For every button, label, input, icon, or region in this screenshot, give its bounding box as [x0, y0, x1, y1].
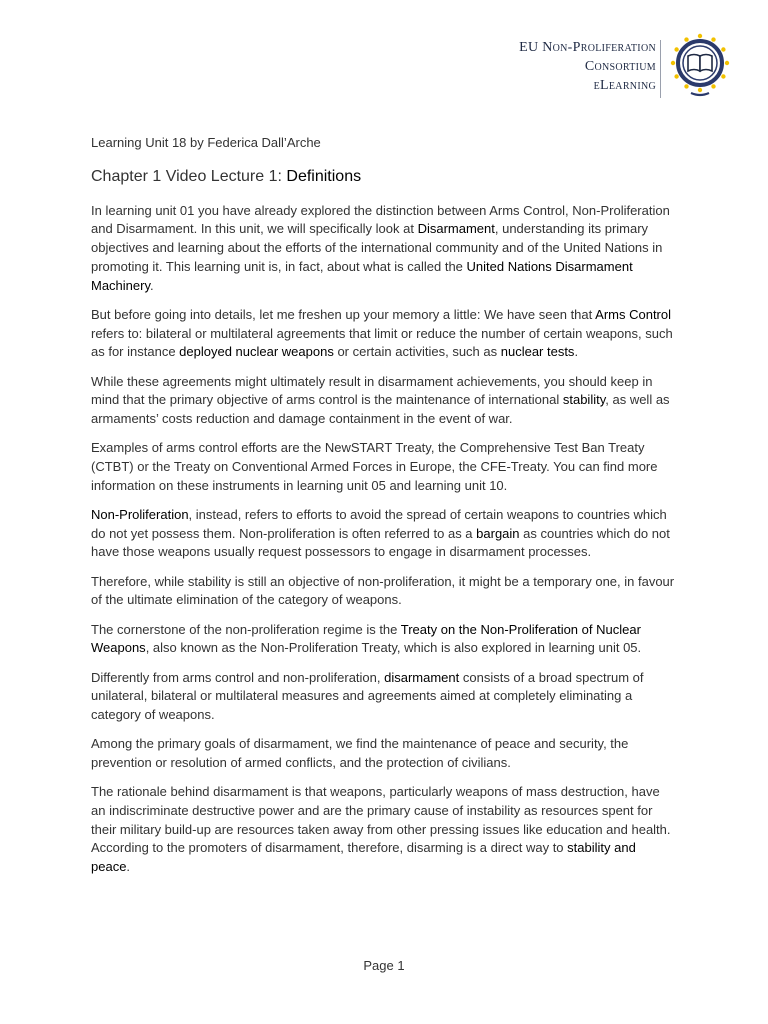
- key-term: stability and peace: [91, 840, 636, 875]
- text-run: In learning unit 01 you have already explored the distinction between Arms Control, Non-Proliferation and Disarmament. In this unit, we will specifically look at: [91, 202, 670, 237]
- paragraph-6: Therefore, while stability is still an objective of non-proliferation, it might be a temporary one, in favour of the ultimate elimination of the category of weapons.: [91, 573, 675, 608]
- paragraph-9: Among the primary goals of disarmament, we find the maintenance of peace and security, the prevention or resolution of armed conflicts, and the protection of civilians.: [91, 736, 629, 771]
- open-book-icon: [688, 55, 712, 72]
- key-term: stability: [562, 392, 606, 408]
- text-run: , as well as armaments’ costs reduction and damage containment in the event of war.: [91, 392, 670, 426]
- text-run: .: [126, 859, 131, 875]
- text-run: or certain activities, such as: [333, 344, 501, 360]
- paragraph-5: [91, 506, 677, 562]
- paragraph-1: [91, 202, 677, 296]
- header-divider: [660, 40, 661, 98]
- org-name-line-1: EU Non-Proliferation: [519, 40, 656, 55]
- key-term: deployed nuclear weapons: [179, 344, 334, 360]
- text-run: But before going into details, let me freshen up your memory a little: We have seen that: [91, 306, 596, 322]
- document-body: [91, 134, 677, 887]
- text-run: Differently from arms control and non-proliferation,: [91, 669, 385, 685]
- text-run: The cornerstone of the non-proliferation regime is the: [91, 621, 401, 637]
- page-number: Page 1: [363, 958, 405, 973]
- key-term: Non-Proliferation: [91, 506, 189, 522]
- key-term: Arms Control: [595, 306, 672, 322]
- key-term: Disarmament: [417, 221, 495, 237]
- org-name-line-2: Consortium: [584, 59, 656, 74]
- text-run: refers to: bilateral or multilateral agreements that limit or reduce the number of certain weapons, such as for instance: [91, 325, 673, 360]
- paragraph-2: [91, 306, 677, 362]
- key-term: United Nations Disarmament Machinery: [91, 258, 633, 293]
- text-run: as countries which do not have those weapons usually request possessors to engage in disarmament processes.: [91, 525, 670, 560]
- text-run: .: [574, 344, 579, 360]
- org-name-line-3: eLearning: [593, 78, 656, 93]
- consortium-logo: [667, 30, 733, 100]
- text-run: , also known as the Non-Proliferation Treaty, which is also explored in learning unit 05.: [145, 640, 642, 656]
- chapter-prefix: Chapter 1 Video Lecture 1:: [91, 167, 287, 185]
- key-term: disarmament: [384, 669, 460, 685]
- text-run: consists of a broad spectrum of unilateral, bilateral or multilateral measures and agreements aimed at completely eliminating a category of weapons.: [91, 669, 644, 723]
- paragraph-8: [91, 669, 677, 725]
- chapter-title: [91, 167, 677, 187]
- text-run: .: [150, 277, 154, 293]
- unit-title: Learning Unit 18 by Federica Dall’Arche: [91, 135, 321, 150]
- paragraph-7: [91, 621, 677, 658]
- text-run: The rationale behind disarmament is that weapons, particularly weapons of mass destruction, have an indiscriminate destructive power and are the primary cause of instability as resources spent for their military build-up are resources taken away from other pressing issues like education and health. According to the promoters of disarmament, therefore, disarming is a direct way to: [91, 784, 671, 856]
- key-term: nuclear tests: [500, 344, 575, 360]
- organization-name: [470, 38, 656, 95]
- text-run: , instead, refers to efforts to avoid the spread of certain weapons to countries which do not yet possess them. Non-proliferation is often referred to as a: [91, 506, 667, 541]
- paragraph-3: [91, 373, 677, 429]
- key-term: Treaty on the Non-Proliferation of Nuclear Weapons: [91, 621, 641, 656]
- text-run: While these agreements might ultimately result in disarmament achievements, you should keep in mind that the primary objective of arms control is the maintenance of international: [91, 373, 653, 408]
- page-header: [470, 30, 750, 102]
- chapter-topic: Definitions: [286, 167, 362, 185]
- paragraph-4: Examples of arms control efforts are the NewSTART Treaty, the Comprehensive Test Ban Treaty (CTBT) or the Treaty on Conventional Armed Forces in Europe, the CFE-Treaty. You can find more information on these instruments in learning unit 05 and learning unit 10.: [91, 440, 658, 493]
- key-term: bargain: [476, 525, 520, 541]
- paragraph-10: [91, 783, 677, 877]
- text-run: , understanding its primary objectives and learning about the efforts of the international community and of the United Nations in promoting it. This learning unit is, in fact, about what is called the: [91, 221, 663, 274]
